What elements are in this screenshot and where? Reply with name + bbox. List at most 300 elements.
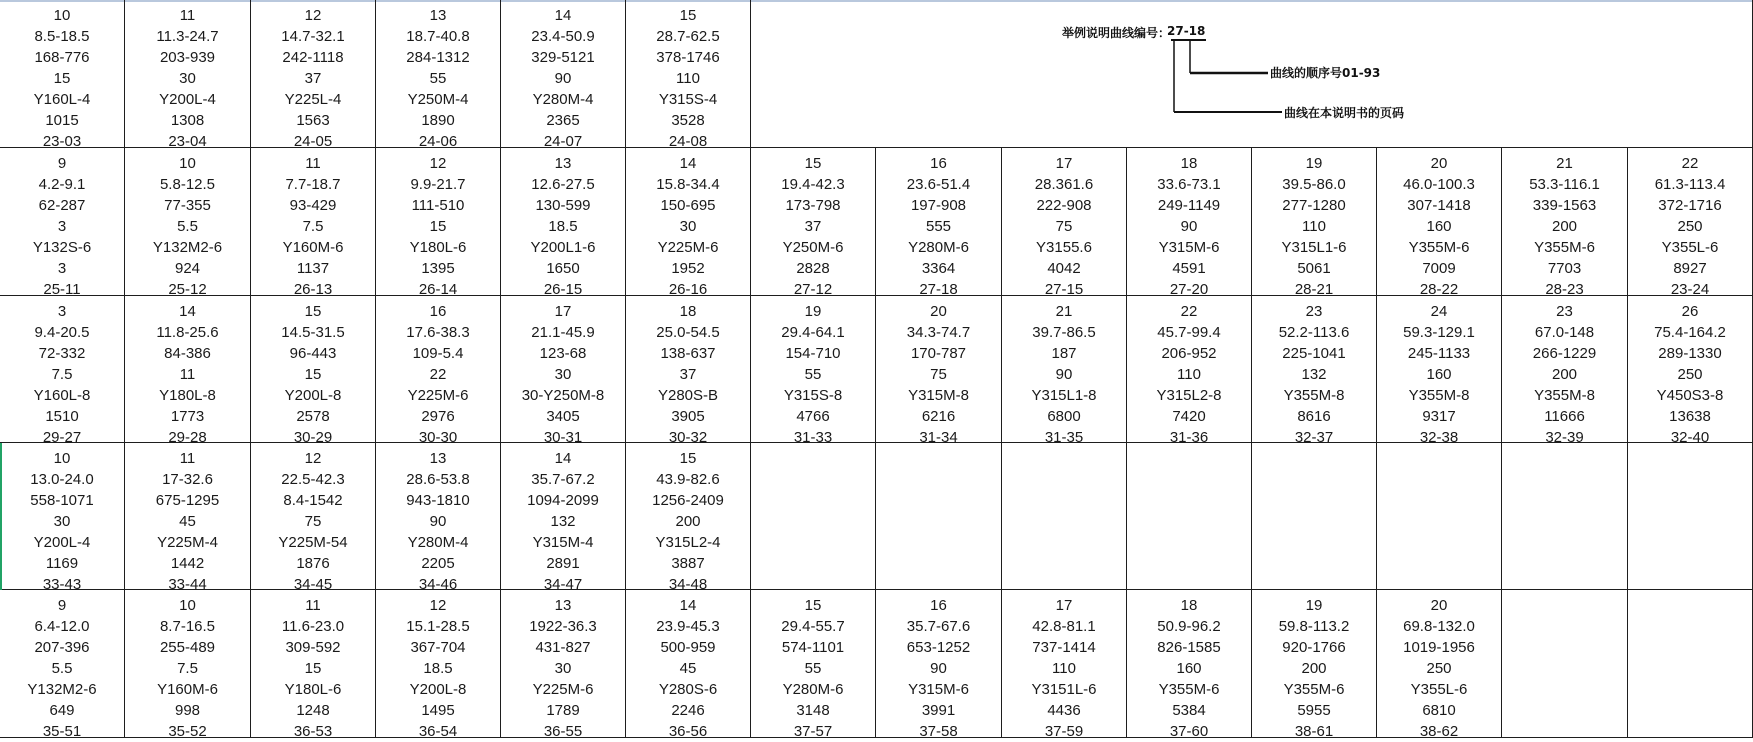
cell-value: 1510 [45, 408, 79, 425]
table-cell[interactable] [1127, 443, 1252, 590]
cell-value: 29.4-55.7 [781, 618, 845, 635]
cell-value: 2578 [296, 408, 330, 425]
cell-value: 93-429 [289, 197, 337, 214]
cell-value: 14.5-31.5 [281, 324, 345, 341]
cell-value: 225-1041 [1282, 345, 1346, 362]
cell-value: 29-28 [168, 429, 207, 446]
cell-value: 168-776 [34, 49, 90, 66]
cell-value: 8.7-16.5 [159, 618, 216, 635]
cell-value: 1248 [296, 702, 330, 719]
cell-value: Y315L2-4 [655, 534, 721, 551]
table-cell[interactable] [0, 296, 125, 446]
cell-value: 23-03 [42, 133, 82, 150]
legend-code: 27-18 [1167, 24, 1206, 38]
table-cell[interactable] [125, 148, 251, 296]
table-cell[interactable] [376, 0, 501, 148]
cell-value: 29-27 [42, 429, 82, 446]
table-cell[interactable] [876, 148, 1002, 296]
cell-value: 35.7-67.2 [531, 471, 595, 488]
cell-value: 19 [804, 303, 822, 320]
table-cell[interactable] [751, 443, 876, 590]
table-cell[interactable] [751, 590, 876, 738]
cell-value: 36-55 [543, 723, 583, 740]
cell-value: 14 [679, 155, 697, 172]
cell-value: 27-18 [919, 281, 958, 298]
cell-value: 18 [1180, 155, 1198, 172]
table-cell[interactable] [0, 0, 125, 148]
cell-value: 29.4-64.1 [781, 324, 845, 341]
cell-value: 110 [676, 70, 700, 87]
cell-value: 2828 [796, 260, 830, 277]
table-cell[interactable] [1502, 148, 1628, 296]
cell-value: Y355M-6 [1158, 681, 1220, 698]
cell-value: 23-04 [168, 133, 207, 150]
table-cell[interactable] [626, 0, 751, 148]
cell-value: 737-1414 [1032, 639, 1096, 656]
cell-value: Y250M-6 [782, 239, 844, 256]
cell-value: Y450S3-8 [1656, 387, 1724, 404]
cell-value: 943-1810 [406, 492, 470, 509]
cell-value: 1563 [296, 112, 330, 129]
cell-value: 23.6-51.4 [906, 176, 971, 193]
table-cell[interactable] [1127, 296, 1252, 446]
cell-value: Y225M-6 [657, 239, 719, 256]
table-cell[interactable] [876, 590, 1002, 738]
cell-value: 15.1-28.5 [406, 618, 470, 635]
cell-value: 13 [554, 155, 572, 172]
cell-value: 307-1418 [1407, 197, 1471, 214]
cell-value: 19.4-42.3 [781, 176, 845, 193]
cell-value: 18.5 [423, 660, 453, 677]
cell-value: 11.8-25.6 [156, 324, 219, 341]
cell-value: 16 [429, 303, 447, 320]
table-cell[interactable] [125, 296, 251, 446]
cell-value: Y315L1-8 [1031, 387, 1097, 404]
cell-value: 6810 [1422, 702, 1456, 719]
cell-value: 372-1716 [1658, 197, 1722, 214]
cell-value: 75 [304, 513, 322, 530]
cell-value: 17-32.6 [162, 471, 213, 488]
cell-value: 250 [1677, 366, 1703, 383]
cell-value: 25.0-54.5 [656, 324, 720, 341]
cell-value: 35-51 [42, 723, 82, 740]
cell-value: 10 [179, 155, 196, 172]
cell-value: 13.0-24.0 [30, 471, 94, 488]
cell-value: 53.3-116.1 [1529, 176, 1600, 193]
table-cell[interactable] [626, 148, 751, 296]
cell-value: 32-38 [1419, 429, 1459, 446]
cell-value: Y355M-8 [1283, 387, 1345, 404]
cell-value: 266-1229 [1532, 345, 1597, 362]
cell-value: 653-1252 [906, 639, 971, 656]
cell-value: 84-386 [164, 345, 211, 362]
table-cell[interactable] [1127, 148, 1252, 296]
cell-value: 75 [1055, 218, 1073, 235]
cell-value: 431-827 [535, 639, 591, 656]
cell-value: 10 [179, 597, 196, 614]
cell-value: 18.7-40.8 [406, 28, 470, 45]
cell-value: 3405 [546, 408, 580, 425]
cell-value: Y225M-6 [407, 387, 469, 404]
table-cell[interactable] [376, 148, 501, 296]
table-cell[interactable] [1127, 590, 1252, 738]
cell-value: Y180L-8 [159, 387, 216, 404]
table-cell[interactable] [626, 443, 751, 593]
table-cell[interactable] [1002, 443, 1127, 590]
table-cell[interactable] [0, 148, 125, 296]
cell-value: 160 [1176, 660, 1202, 677]
cell-value: 37 [804, 218, 822, 235]
cell-value: 24-06 [418, 133, 458, 150]
cell-value: Y180L-6 [284, 681, 342, 698]
table-cell[interactable] [876, 443, 1002, 590]
cell-value: 19 [1305, 155, 1323, 172]
cell-value: 1015 [45, 112, 79, 129]
cell-value: 28-23 [1545, 281, 1584, 298]
cell-value: 23.4-50.9 [531, 28, 595, 45]
cell-value: 15 [679, 7, 697, 24]
cell-value: 30-29 [293, 429, 333, 446]
cell-value: 207-396 [34, 639, 90, 656]
cell-value: 110 [1177, 366, 1201, 383]
cell-value: Y280M-4 [532, 91, 594, 108]
table-cell[interactable] [1002, 590, 1127, 738]
cell-value: Y200L-4 [159, 91, 216, 108]
cell-value: 16 [930, 597, 947, 614]
cell-value: 1922-36.3 [529, 618, 597, 635]
cell-value: 13 [429, 7, 447, 24]
cell-value: 1019-1956 [1403, 639, 1475, 656]
cell-value: Y132S-6 [32, 239, 92, 256]
cell-value: 26-16 [668, 281, 708, 298]
table-cell[interactable] [1377, 590, 1502, 738]
cell-value: 826-1585 [1157, 639, 1221, 656]
cell-value: 250 [1426, 660, 1452, 677]
table-cell[interactable] [251, 296, 376, 446]
table-cell[interactable] [1002, 296, 1127, 446]
cell-value: 32-37 [1294, 429, 1334, 446]
cell-value: 3148 [796, 702, 830, 719]
cell-value: 14 [554, 7, 572, 24]
cell-value: 15 [804, 155, 822, 172]
cell-value: 109-5.4 [412, 345, 464, 362]
cell-value: 21 [1556, 155, 1573, 172]
cell-value: 249-1149 [1157, 197, 1221, 214]
cell-value: 31-33 [793, 429, 833, 446]
table-cell[interactable] [501, 443, 626, 593]
cell-value: Y160L-4 [33, 91, 91, 108]
cell-value: 23 [1305, 303, 1323, 320]
cell-value: 1773 [170, 408, 205, 425]
cell-value: 378-1746 [656, 49, 720, 66]
cell-value: 11 [179, 7, 196, 24]
cell-value: 15 [429, 218, 447, 235]
cell-value: 8616 [1297, 408, 1331, 425]
cell-value: 33.6-73.1 [1157, 176, 1221, 193]
table-cell[interactable] [501, 148, 626, 296]
cell-value: 34.3-74.7 [906, 324, 971, 341]
cell-value: Y280S-6 [658, 681, 718, 698]
cell-value: Y225M-6 [532, 681, 594, 698]
cell-value: Y132M2-6 [152, 239, 223, 256]
cell-value: Y160M-6 [282, 239, 344, 256]
cell-value: 27-15 [1044, 281, 1084, 298]
table-cell[interactable] [251, 590, 376, 738]
cell-value: 72-332 [38, 345, 86, 362]
cell-value: 22.5-42.3 [281, 471, 345, 488]
cell-value: 75 [930, 366, 947, 383]
cell-value: 90 [1055, 366, 1073, 383]
table-cell[interactable] [501, 0, 626, 148]
cell-value: 14 [179, 303, 196, 320]
table-cell[interactable] [125, 590, 251, 738]
cell-value: 13638 [1669, 408, 1711, 425]
table-cell[interactable] [251, 443, 376, 593]
cell-value: 13 [429, 450, 447, 467]
legend-example [1062, 20, 1422, 120]
cell-value: 3905 [671, 408, 705, 425]
cell-value: Y315S-8 [783, 387, 843, 404]
cell-value: 11 [179, 366, 196, 383]
cell-value: 96-443 [289, 345, 337, 362]
cell-value: 69.8-132.0 [1403, 618, 1475, 635]
cell-value: 34-46 [418, 576, 458, 593]
cell-value: Y355L-6 [1410, 681, 1468, 698]
cell-value: 574-1101 [781, 639, 845, 656]
cell-value: 367-704 [410, 639, 466, 656]
table-cell[interactable] [125, 443, 251, 593]
table-cell[interactable] [1502, 296, 1628, 446]
cell-value: 6.4-12.0 [34, 618, 90, 635]
cell-value: 1256-2409 [652, 492, 724, 509]
cell-value: 28-21 [1294, 281, 1334, 298]
table-cell[interactable] [1002, 148, 1127, 296]
cell-value: 8.4-1542 [283, 492, 343, 509]
cell-value: 34-48 [668, 576, 708, 593]
cell-value: Y3151L-6 [1031, 681, 1097, 698]
cell-value: 27-20 [1169, 281, 1209, 298]
cell-value: 59.8-113.2 [1278, 618, 1350, 635]
cell-value: 22 [1180, 303, 1198, 320]
cell-value: 15 [679, 450, 697, 467]
cell-value: 75.4-164.2 [1654, 324, 1726, 341]
cell-value: 26 [1681, 303, 1699, 320]
table-cell[interactable] [626, 590, 751, 738]
cell-value: 37 [679, 366, 697, 383]
cell-value: 3991 [921, 702, 956, 719]
table-cell[interactable] [0, 590, 125, 738]
table-cell[interactable] [125, 0, 251, 148]
table-cell[interactable] [1628, 443, 1753, 590]
cell-value: 6800 [1047, 408, 1081, 425]
cell-value: 46.0-100.3 [1403, 176, 1475, 193]
cell-value: 13 [554, 597, 572, 614]
table-cell[interactable] [0, 443, 125, 593]
cell-value: 277-1280 [1282, 197, 1346, 214]
cell-value: 12 [304, 450, 322, 467]
cell-value: Y160L-8 [33, 387, 91, 404]
cell-value: 28-22 [1419, 281, 1459, 298]
table-cell[interactable] [751, 148, 876, 296]
table-cell[interactable] [501, 296, 626, 446]
cell-value: 160 [1426, 366, 1452, 383]
cell-value: 35-52 [168, 723, 207, 740]
cell-value: 5.5 [177, 218, 198, 235]
cell-value: 5.5 [51, 660, 73, 677]
cell-value: 12 [429, 597, 447, 614]
cell-value: Y355M-6 [1534, 239, 1595, 256]
cell-value: 10 [53, 450, 71, 467]
cell-value: 90 [1180, 218, 1198, 235]
table-cell[interactable] [501, 590, 626, 738]
cell-value: 924 [174, 260, 201, 277]
cell-value: 31-34 [919, 429, 958, 446]
cell-value: 22 [429, 366, 447, 383]
cell-value: 7.5 [177, 660, 198, 677]
cell-value: 4766 [796, 408, 830, 425]
cell-value: Y200L1-6 [530, 239, 596, 256]
table-cell[interactable] [251, 148, 376, 296]
cell-value: 8927 [1673, 260, 1707, 277]
cell-value: 30-Y250M-8 [521, 387, 605, 404]
cell-value: 11 [179, 450, 196, 467]
table-cell[interactable] [1502, 443, 1628, 590]
table-cell[interactable] [1252, 148, 1377, 296]
table-cell[interactable] [1252, 443, 1377, 590]
cell-value: 11 [305, 597, 321, 614]
cell-value: 26-15 [543, 281, 583, 298]
cell-value: 52.2-113.6 [1278, 324, 1350, 341]
cell-value: 59.3-129.1 [1403, 324, 1475, 341]
cell-value: 203-939 [159, 49, 216, 66]
cell-value: 31-35 [1044, 429, 1084, 446]
cell-value: 38-62 [1419, 723, 1459, 740]
cell-value: 3364 [921, 260, 956, 277]
table-cell[interactable] [251, 0, 376, 148]
cell-value: 4436 [1047, 702, 1081, 719]
selected-row-indicator [0, 443, 2, 590]
cell-value: 24-05 [293, 133, 333, 150]
cell-value: Y280S-B [657, 387, 719, 404]
table-cell[interactable] [1252, 296, 1377, 446]
cell-value: 14 [679, 597, 697, 614]
cell-value: 1308 [170, 112, 205, 129]
cell-value: 8.5-18.5 [34, 28, 90, 45]
table-cell[interactable] [376, 443, 501, 593]
table-cell[interactable] [1377, 148, 1502, 296]
cell-value: 18 [1180, 597, 1198, 614]
cell-value: 15 [304, 303, 322, 320]
cell-value: 55 [804, 660, 822, 677]
cell-value: 5.8-12.5 [159, 176, 216, 193]
cell-value: Y225L-4 [284, 91, 342, 108]
cell-value: 37 [304, 70, 322, 87]
cell-value: 27-12 [793, 281, 833, 298]
cell-value: Y355M-6 [1283, 681, 1345, 698]
cell-value: Y355M-6 [1408, 239, 1470, 256]
cell-value: Y250M-4 [407, 91, 469, 108]
cell-value: Y160M-6 [157, 681, 218, 698]
cell-value: Y315S-4 [658, 91, 718, 108]
cell-value: 5061 [1297, 260, 1331, 277]
cell-value: 35.7-67.6 [906, 618, 971, 635]
cell-value: Y225M-54 [278, 534, 348, 551]
cell-value: 11.6-23.0 [281, 618, 345, 635]
cell-value: 309-592 [285, 639, 341, 656]
cell-value: 17 [1055, 597, 1073, 614]
cell-value: 675-1295 [155, 492, 220, 509]
cell-value: 20 [1430, 597, 1448, 614]
cell-value: 17.6-38.3 [406, 324, 470, 341]
cell-value: 110 [1302, 218, 1326, 235]
cell-value: 62-287 [38, 197, 86, 214]
cell-value: 26-14 [418, 281, 458, 298]
cell-value: 30-31 [543, 429, 583, 446]
cell-value: 1952 [671, 260, 705, 277]
table-cell[interactable] [876, 296, 1002, 446]
cell-value: Y132M2-6 [27, 681, 97, 698]
cell-value: 30 [53, 513, 71, 530]
cell-value: 12.6-27.5 [531, 176, 595, 193]
cell-value: 25-11 [43, 281, 81, 298]
cell-value: 24 [1430, 303, 1448, 320]
table-cell[interactable] [1628, 296, 1753, 446]
cell-value: 132 [1301, 366, 1327, 383]
cell-value: 154-710 [785, 345, 841, 362]
cell-value: 90 [429, 513, 447, 530]
legend-label: 举例说明曲线编号： [1062, 26, 1171, 40]
cell-value: 111-510 [411, 197, 465, 214]
cell-value: 200 [1551, 366, 1578, 383]
cell-value: 555 [925, 218, 952, 235]
table-cell[interactable] [626, 296, 751, 446]
cell-value: 36-53 [293, 723, 333, 740]
cell-value: 28.6-53.8 [406, 471, 470, 488]
cell-value: 37-60 [1169, 723, 1209, 740]
cell-value: 9.4-20.5 [34, 324, 90, 341]
table-cell[interactable] [1628, 148, 1753, 296]
cell-value: Y200L-8 [409, 681, 467, 698]
table-cell[interactable] [1377, 443, 1502, 590]
cell-value: 138-637 [660, 345, 716, 362]
cell-value: 206-952 [1161, 345, 1217, 362]
cell-value: 90 [554, 70, 572, 87]
cell-value: 160 [1426, 218, 1452, 235]
cell-value: Y315M-6 [1158, 239, 1220, 256]
table-cell[interactable] [1628, 590, 1753, 738]
cell-value: Y315L1-6 [1281, 239, 1347, 256]
cell-value: 7009 [1422, 260, 1456, 277]
cell-value: 2976 [421, 408, 455, 425]
cell-value: 67.0-148 [1534, 324, 1595, 341]
cell-value: 7420 [1172, 408, 1206, 425]
cell-value: 222-908 [1036, 197, 1092, 214]
legend-page-note: 曲线在本说明书的页码 [1284, 106, 1405, 120]
cell-value: 18 [679, 303, 697, 320]
cell-value: 9.9-21.7 [410, 176, 466, 193]
table-cell[interactable] [376, 590, 501, 738]
cell-value: 15 [304, 660, 322, 677]
table-cell[interactable] [1502, 590, 1628, 738]
cell-value: 5384 [1172, 702, 1206, 719]
table-cell[interactable] [751, 296, 876, 446]
cell-value: 23 [1556, 303, 1573, 320]
cell-value: 3887 [671, 555, 705, 572]
cell-value: 11666 [1544, 408, 1585, 425]
table-cell[interactable] [1252, 590, 1377, 738]
table-cell[interactable] [1377, 296, 1502, 446]
table-cell[interactable] [376, 296, 501, 446]
